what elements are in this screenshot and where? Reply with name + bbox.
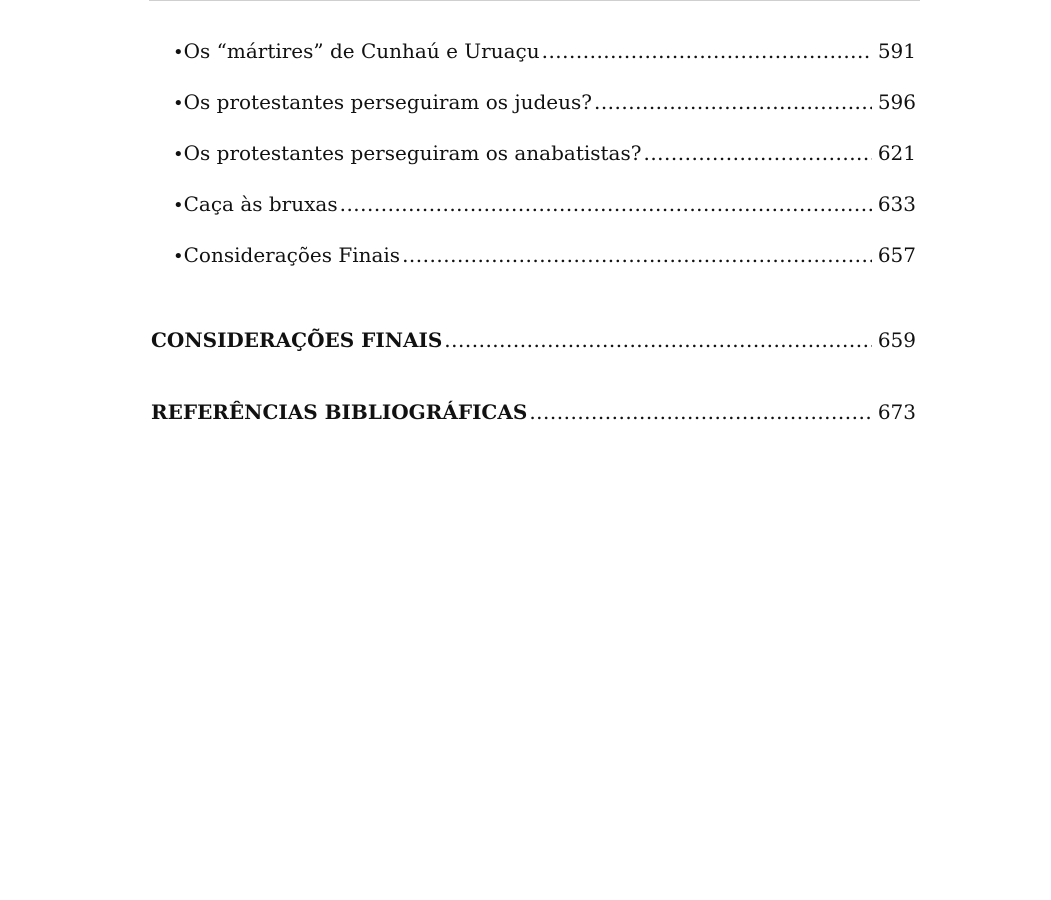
bullet-icon: •	[173, 93, 184, 114]
toc-sub-entry[interactable]	[151, 189, 916, 221]
toc-entry-title: Os protestantes perseguiram os judeus?	[183, 90, 592, 114]
dot-leader	[402, 240, 872, 270]
toc-entry-title: Os “mártires” de Cunhaú e Uruaçu	[183, 39, 540, 63]
toc-sub-entry[interactable]	[151, 138, 916, 170]
bullet-icon: •	[173, 144, 184, 165]
toc-sub-entry[interactable]	[151, 87, 916, 119]
toc-entry-page: 591	[877, 39, 916, 63]
dot-leader	[542, 36, 872, 66]
toc-entry-page: 633	[877, 192, 916, 216]
toc-entry-page: 596	[877, 90, 916, 114]
toc-main-entry-references[interactable]	[151, 397, 916, 427]
toc-sub-entry[interactable]	[151, 36, 916, 68]
toc-sub-entry[interactable]	[151, 240, 916, 272]
dot-leader	[643, 138, 871, 168]
bullet-icon: •	[173, 195, 184, 216]
bullet-icon: •	[173, 246, 184, 267]
table-of-contents	[151, 36, 916, 427]
toc-main-entry-conclusions[interactable]	[151, 325, 916, 355]
toc-entry-title: Caça às bruxas	[183, 192, 338, 216]
toc-entry-title: Considerações Finais	[183, 243, 401, 267]
top-divider	[149, 0, 920, 1]
toc-entry-page: 659	[877, 328, 916, 352]
toc-entry-page: 657	[877, 243, 916, 267]
dot-leader	[529, 397, 872, 427]
dot-leader	[340, 189, 872, 219]
toc-entry-page: 621	[877, 141, 916, 165]
toc-entry-title: CONSIDERAÇÕES FINAIS	[151, 328, 443, 352]
bullet-icon: •	[173, 42, 184, 63]
toc-entry-page: 673	[877, 400, 916, 424]
dot-leader	[444, 325, 872, 355]
dot-leader	[594, 87, 872, 117]
toc-entry-title: Os protestantes perseguiram os anabatistas?	[183, 141, 642, 165]
toc-entry-title: REFERÊNCIAS BIBLIOGRÁFICAS	[151, 400, 528, 424]
